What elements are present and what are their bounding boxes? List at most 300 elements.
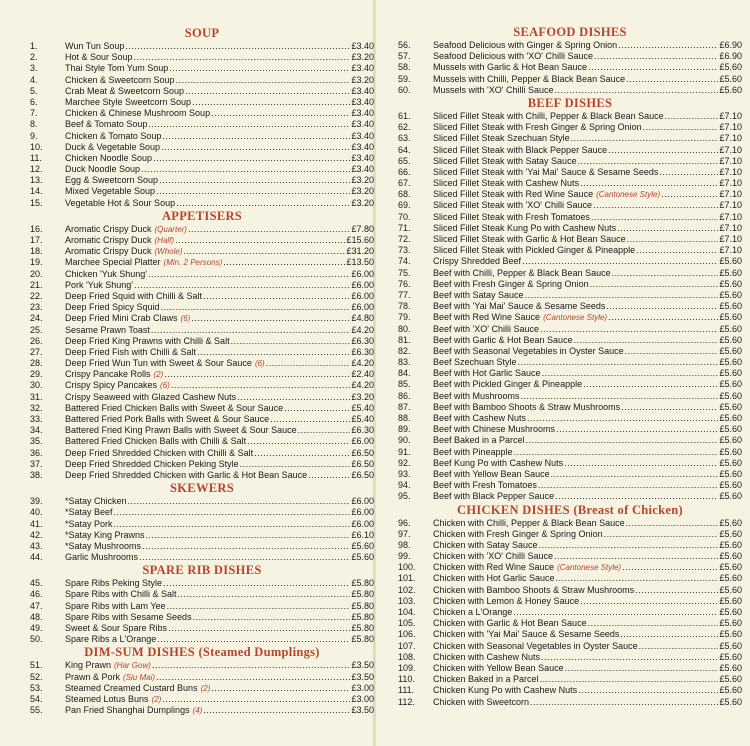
dot-leader xyxy=(141,164,350,175)
item-price: £5.60 xyxy=(719,517,742,528)
item-price: £6.30 xyxy=(351,425,374,436)
menu-item xyxy=(30,623,374,634)
dot-leader xyxy=(168,623,350,634)
section-heading: SOUP xyxy=(184,26,220,40)
item-name: Beef with Chinese Mushrooms xyxy=(433,424,556,435)
item-name: Marchee Style Sweetcorn Soup xyxy=(65,96,192,107)
item-price: £3.40 xyxy=(351,41,374,51)
menu-item xyxy=(398,200,742,211)
dot-leader xyxy=(571,133,719,144)
dot-leader xyxy=(175,235,345,246)
item-number: 71. xyxy=(398,222,411,233)
item-price: £5.60 xyxy=(719,551,742,562)
dot-leader xyxy=(540,674,719,685)
dot-leader xyxy=(620,629,718,640)
dot-leader xyxy=(128,496,351,507)
menu-item xyxy=(30,131,374,142)
item-price: £5.60 xyxy=(719,629,742,640)
item-price: £13.50 xyxy=(346,257,374,268)
item-price: £5.60 xyxy=(719,685,742,696)
item-number: 100. xyxy=(398,562,416,573)
item-name: Steamed Lotus Buns xyxy=(65,693,149,704)
item-number: 21. xyxy=(30,279,43,290)
menu-item xyxy=(398,480,742,491)
item-price: £7.10 xyxy=(719,144,742,155)
item-name: Sliced Fillet Steak with Pickled Ginger & Pineapple xyxy=(433,245,636,256)
item-number: 42. xyxy=(30,529,43,540)
dot-leader xyxy=(142,541,350,552)
dot-leader xyxy=(541,652,718,663)
dot-leader xyxy=(542,368,719,379)
dot-leader xyxy=(114,507,351,518)
item-price: £6.00 xyxy=(351,268,374,279)
menu-section-skewers xyxy=(30,481,374,563)
dot-leader xyxy=(565,663,719,674)
dot-leader xyxy=(192,97,350,108)
dot-leader xyxy=(146,530,351,541)
item-number: 29. xyxy=(30,369,43,380)
dot-leader xyxy=(527,413,718,424)
menu-item xyxy=(398,357,742,368)
menu-item xyxy=(30,52,374,63)
item-price: £5.60 xyxy=(719,607,742,617)
menu-item xyxy=(398,156,742,167)
item-price: £3.40 xyxy=(351,119,374,130)
dot-leader xyxy=(159,175,350,186)
dot-leader xyxy=(622,562,718,573)
item-name: Sweet & Sour Spare Ribs xyxy=(65,623,168,633)
menu-item xyxy=(398,178,742,189)
item-number: 11. xyxy=(30,152,42,163)
item-name: Spare Ribs with Sesame Seeds xyxy=(65,611,192,622)
menu-item xyxy=(398,379,742,390)
item-price: £15.60 xyxy=(346,235,374,245)
item-price: £3.40 xyxy=(351,85,374,96)
item-name: Beef with Seasonal Vegetables in Oyster Sauce xyxy=(433,345,624,356)
item-number: 97. xyxy=(398,528,411,539)
item-name: Beef with Satay Sauce xyxy=(433,289,524,300)
dot-leader xyxy=(661,189,718,200)
section-heading: SPARE RIB DISHES xyxy=(142,563,262,578)
item-name: Duck Noodle Soup xyxy=(65,164,141,175)
item-number: 47. xyxy=(30,600,43,611)
item-name: Aromatic Crispy Duck xyxy=(65,246,152,257)
menu-item xyxy=(30,63,374,74)
menu-item xyxy=(398,652,742,663)
item-number: 48. xyxy=(30,611,43,622)
dot-leader xyxy=(590,279,719,290)
menu-item xyxy=(398,562,742,573)
item-number: 41. xyxy=(30,518,43,529)
item-price: £4.80 xyxy=(351,313,374,324)
item-number: 2. xyxy=(30,52,38,63)
item-name: Hot & Sour Soup xyxy=(65,52,133,63)
item-price: £6.30 xyxy=(351,346,374,357)
item-name: Beef with Red Wine Sauce xyxy=(433,312,541,323)
menu-item xyxy=(30,153,374,164)
item-name: Seafood Delicious with Ginger & Spring Onion xyxy=(433,40,618,50)
item-name: Chicken with Chilli, Pepper & Black Bean Sauce xyxy=(433,517,625,528)
item-number: 102. xyxy=(398,584,416,595)
item-price: £3.40 xyxy=(351,152,374,163)
item-name: *Satay Chicken xyxy=(65,496,127,507)
item-price: £6.90 xyxy=(719,51,742,62)
item-number: 94. xyxy=(398,480,411,491)
item-name: Crispy Spicy Pancakes xyxy=(65,380,158,391)
dot-leader xyxy=(626,518,719,529)
item-name: Aromatic Crispy Duck xyxy=(65,235,152,245)
item-price: £5.80 xyxy=(351,634,374,645)
item-number: 53. xyxy=(30,682,43,693)
item-note: (2) xyxy=(200,683,211,693)
item-name: Beef & Tomato Soup xyxy=(65,119,148,130)
dot-leader xyxy=(163,578,350,589)
menu-item xyxy=(30,291,374,302)
item-name: Chicken 'Yuk Shung' xyxy=(65,268,147,279)
dot-leader xyxy=(114,519,351,530)
item-price: £4.20 xyxy=(351,324,374,335)
item-price: £5.60 xyxy=(719,674,742,685)
item-number: 63. xyxy=(398,133,411,144)
item-price: £5.60 xyxy=(719,256,742,267)
item-note: (6) xyxy=(160,381,170,391)
item-number: 106. xyxy=(398,629,416,640)
dot-leader xyxy=(608,312,718,323)
item-number: 45. xyxy=(30,578,43,589)
item-name: Crispy Pancake Rolls xyxy=(65,369,151,380)
menu-item xyxy=(398,167,742,178)
dot-leader xyxy=(525,290,719,301)
item-price: £7.80 xyxy=(351,223,374,234)
item-number: 80. xyxy=(398,323,411,334)
item-number: 103. xyxy=(398,595,416,606)
item-price: £5.60 xyxy=(719,468,742,479)
item-number: 82. xyxy=(398,345,411,356)
item-price: £7.10 xyxy=(719,222,742,233)
item-price: £6.00 xyxy=(351,518,374,529)
item-price: £5.60 xyxy=(719,696,742,707)
item-price: £5.60 xyxy=(719,379,742,390)
item-price: £5.60 xyxy=(719,323,742,334)
item-price: £3.40 xyxy=(351,63,374,74)
item-number: 86. xyxy=(398,390,411,401)
item-price: £7.10 xyxy=(719,189,742,200)
item-note: (4) xyxy=(192,706,203,716)
item-number: 7. xyxy=(30,108,38,119)
item-number: 95. xyxy=(398,491,411,502)
item-note: (Cantonese Style) xyxy=(596,190,661,200)
item-price: £3.40 xyxy=(351,108,374,119)
item-price: £5.60 xyxy=(719,413,742,423)
item-name: Sliced Fillet Steak with Fresh Tomatoes xyxy=(433,211,590,222)
menu-left-column xyxy=(30,26,374,716)
menu-item xyxy=(30,448,374,459)
menu-item xyxy=(398,685,742,696)
item-name: Steamed Creamed Custard Buns xyxy=(65,682,198,693)
item-price: £3.20 xyxy=(351,74,374,85)
menu-item xyxy=(30,380,374,391)
item-name: Chicken with Lemon & Honey Sauce xyxy=(433,595,580,606)
item-name: Chicken with Garlic & Hot Bean Sauce xyxy=(433,618,587,629)
dot-leader xyxy=(583,379,718,390)
item-number: 58. xyxy=(398,62,411,73)
dot-leader xyxy=(254,448,350,459)
item-price: £7.10 xyxy=(719,110,742,121)
dot-leader xyxy=(161,142,350,153)
menu-item xyxy=(30,302,374,313)
menu-item xyxy=(398,189,742,200)
item-number: 83. xyxy=(398,357,411,368)
item-name: Beef Baked in a Parcel xyxy=(433,435,525,446)
item-number: 17. xyxy=(30,235,43,245)
item-number: 23. xyxy=(30,302,43,313)
menu-item xyxy=(398,435,742,446)
item-name: Seafood Delicious with 'XO' Chilli Sauce xyxy=(433,51,594,62)
item-name: Spare Ribs Peking Style xyxy=(65,578,163,589)
item-price: £3.00 xyxy=(351,682,374,693)
menu-item xyxy=(398,268,742,279)
menu-item xyxy=(398,122,742,133)
dot-leader xyxy=(176,75,351,86)
menu-item xyxy=(30,347,374,358)
item-number: 93. xyxy=(398,468,411,479)
item-price: £5.60 xyxy=(719,528,742,539)
menu-item xyxy=(398,596,742,607)
item-name: Deep Fried Shredded Chicken with Chilli & Salt xyxy=(65,447,254,458)
item-price: £6.50 xyxy=(351,469,374,480)
item-name: Deep Fried Shredded Chicken with Garlic & Hot Bean Sauce xyxy=(65,469,308,480)
item-name: Beef with Yellow Bean Sauce xyxy=(433,468,550,479)
item-name: Chicken Noodle Soup xyxy=(65,152,153,163)
dot-leader xyxy=(134,52,351,63)
item-number: 98. xyxy=(398,539,411,550)
item-name: Beef with Garlic & Hot Bean Sauce xyxy=(433,334,573,345)
dot-leader xyxy=(665,111,719,122)
menu-item xyxy=(30,142,374,153)
item-price: £7.10 xyxy=(719,234,742,244)
menu-item xyxy=(398,469,742,480)
item-number: 70. xyxy=(398,211,411,222)
dot-leader xyxy=(178,589,351,600)
menu-item xyxy=(30,634,374,645)
item-price: £5.60 xyxy=(719,595,742,606)
item-name: Mussels with 'XO' Chilli Sauce xyxy=(433,84,554,95)
item-price: £2.40 xyxy=(351,369,374,380)
menu-item xyxy=(398,458,742,469)
item-price: £3.40 xyxy=(351,130,374,141)
menu-item xyxy=(30,496,374,507)
item-price: £5.60 xyxy=(719,424,742,435)
item-number: 65. xyxy=(398,155,411,166)
item-name: Deep Fried Shredded Chicken Peking Style xyxy=(65,458,239,469)
dot-leader xyxy=(231,336,351,347)
item-name: Crispy Shredded Beef xyxy=(433,256,522,267)
item-price: £5.80 xyxy=(351,600,374,611)
menu-item xyxy=(30,705,374,716)
item-note: (2) xyxy=(153,370,164,380)
dot-leader xyxy=(157,634,350,645)
item-name: Battered Fried Chicken Balls with Chilli & Salt xyxy=(65,436,247,447)
menu-section-seafood-dishes xyxy=(398,25,742,96)
dot-leader xyxy=(578,156,719,167)
item-price: £5.40 xyxy=(351,402,374,413)
menu-item xyxy=(398,551,742,562)
item-name: Sliced Fillet Steak with Cashew Nuts xyxy=(433,178,580,189)
item-number: 59. xyxy=(398,73,411,84)
item-name: Chicken & Chinese Mushroom Soup xyxy=(65,108,211,119)
item-number: 38. xyxy=(30,469,43,480)
item-note: (Min. 2 Persons) xyxy=(163,258,223,268)
item-price: £5.60 xyxy=(719,368,742,379)
item-number: 66. xyxy=(398,166,411,177)
item-name: Deep Fried King Prawns with Chilli & Salt xyxy=(65,335,230,346)
item-name: Deep Fried Mini Crab Claws xyxy=(65,313,178,324)
item-number: 31. xyxy=(30,391,43,402)
item-price: £7.10 xyxy=(719,155,742,166)
menu-item xyxy=(398,212,742,223)
item-name: Crispy Seaweed with Glazed Cashew Nuts xyxy=(65,391,237,402)
item-name: Chicken with Yellow Bean Sauce xyxy=(433,662,564,673)
menu-item xyxy=(30,269,374,280)
item-name: Sliced Fillet Steak with Fresh Ginger & Spring Onion xyxy=(433,122,642,133)
item-price: £5.80 xyxy=(351,611,374,622)
item-price: £7.10 xyxy=(719,211,742,222)
menu-item xyxy=(30,672,374,683)
menu-item xyxy=(398,618,742,629)
item-name: Sliced Fillet Steak with Red Wine Sauce xyxy=(433,189,594,200)
item-note: (Half) xyxy=(154,236,175,245)
item-name: Aromatic Crispy Duck xyxy=(65,223,152,234)
menu-item xyxy=(398,607,742,618)
dot-leader xyxy=(617,223,718,234)
menu-item xyxy=(398,629,742,640)
item-price: £5.60 xyxy=(719,84,742,95)
item-number: 91. xyxy=(398,446,411,457)
item-number: 34. xyxy=(30,425,43,436)
item-number: 104. xyxy=(398,607,416,617)
item-note: (Quarter) xyxy=(154,224,187,234)
item-note: (Cantonese Style) xyxy=(543,313,608,323)
menu-item xyxy=(30,694,374,705)
item-name: Beef with Fresh Tomatoes xyxy=(433,480,537,491)
item-name: Chicken with Fresh Ginger & Spring Onion xyxy=(433,528,603,539)
dot-leader xyxy=(284,403,350,414)
item-number: 3. xyxy=(30,63,38,74)
item-name: Wun Tun Soup xyxy=(65,41,125,51)
dot-leader xyxy=(639,641,719,652)
item-name: Sliced Fillet Steak with Black Pepper Sauce xyxy=(433,144,608,155)
item-name: Chicken with Bamboo Shoots & Straw Mushrooms xyxy=(433,584,635,595)
menu-section-soup xyxy=(30,26,374,209)
item-number: 101. xyxy=(398,573,416,584)
item-number: 69. xyxy=(398,200,411,211)
dot-leader xyxy=(659,167,718,178)
item-number: 13. xyxy=(30,175,43,186)
item-name: Deep Fried Spicy Squid xyxy=(65,302,160,313)
item-number: 27. xyxy=(30,346,43,357)
dot-leader xyxy=(162,131,350,142)
item-price: £6.10 xyxy=(351,529,374,540)
dot-leader xyxy=(151,325,351,336)
menu-item xyxy=(30,358,374,369)
item-name: Mussels with Chilli, Pepper & Black Bean Sauce xyxy=(433,73,626,84)
item-name: Chicken with Sweetcorn xyxy=(433,696,530,707)
item-price: £7.10 xyxy=(719,245,742,256)
item-number: 78. xyxy=(398,301,411,312)
dot-leader xyxy=(608,145,718,156)
item-number: 110. xyxy=(398,674,415,685)
dot-leader xyxy=(240,459,351,470)
item-price: £6.00 xyxy=(351,436,374,447)
item-note: (Har Gow) xyxy=(114,661,151,671)
dot-leader xyxy=(153,153,350,164)
menu-right-column xyxy=(398,25,742,708)
menu-item xyxy=(398,133,742,144)
item-number: 61. xyxy=(398,110,411,121)
item-name: Mixed Vegetable Soup xyxy=(65,186,156,197)
item-name: Sliced Fillet Steak with Satay Sauce xyxy=(433,155,577,166)
item-price: £7.10 xyxy=(719,166,742,177)
item-price: £5.60 xyxy=(719,539,742,550)
item-name: Chicken & Tomato Soup xyxy=(65,130,162,141)
menu-item xyxy=(30,530,374,541)
item-price: £5.60 xyxy=(719,562,742,573)
item-number: 74. xyxy=(398,256,411,267)
item-price: £6.90 xyxy=(719,40,742,50)
dot-leader xyxy=(518,357,719,368)
item-name: Prawn & Pork xyxy=(65,671,121,682)
menu-item xyxy=(398,368,742,379)
menu-item xyxy=(398,290,742,301)
item-price: £4.20 xyxy=(351,358,374,369)
menu-item xyxy=(30,660,374,671)
menu-section-appetisers xyxy=(30,209,374,481)
item-price: £3.20 xyxy=(351,52,374,63)
dot-leader xyxy=(556,424,718,435)
item-price: £6.00 xyxy=(351,507,374,518)
menu-item xyxy=(30,86,374,97)
item-number: 67. xyxy=(398,178,411,189)
menu-item xyxy=(30,425,374,436)
item-note: (Whole) xyxy=(154,247,183,257)
menu-item xyxy=(30,97,374,108)
item-number: 39. xyxy=(30,496,43,507)
item-price: £5.60 xyxy=(719,618,742,629)
item-number: 10. xyxy=(30,141,43,152)
item-number: 25. xyxy=(30,324,43,335)
item-name: Spare Ribs with Lam Yee xyxy=(65,600,166,611)
dot-leader xyxy=(308,470,350,481)
dot-leader xyxy=(125,41,350,52)
item-name: Chicken with Cashew Nuts xyxy=(433,651,541,662)
item-price: £3.20 xyxy=(351,197,374,208)
item-number: 24. xyxy=(30,313,43,324)
menu-item xyxy=(398,245,742,256)
item-name: Pan Fried Shanghai Dumplings xyxy=(65,705,190,716)
menu-item xyxy=(30,683,374,694)
item-name: Chicken with 'Yai Mai' Sauce & Sesame Seeds xyxy=(433,629,620,640)
item-price: £5.60 xyxy=(719,640,742,651)
item-name: Deep Fried Squid with Chilli & Salt xyxy=(65,290,203,301)
item-price: £7.10 xyxy=(719,200,742,211)
dot-leader xyxy=(167,601,351,612)
item-price: £6.00 xyxy=(351,302,374,313)
section-heading: CHICKEN DISHES (Breast of Chicken) xyxy=(457,502,683,517)
dot-leader xyxy=(266,358,351,369)
dot-leader xyxy=(197,347,350,358)
item-number: 49. xyxy=(30,623,43,633)
item-name: Chicken a L'Orange xyxy=(433,607,513,617)
